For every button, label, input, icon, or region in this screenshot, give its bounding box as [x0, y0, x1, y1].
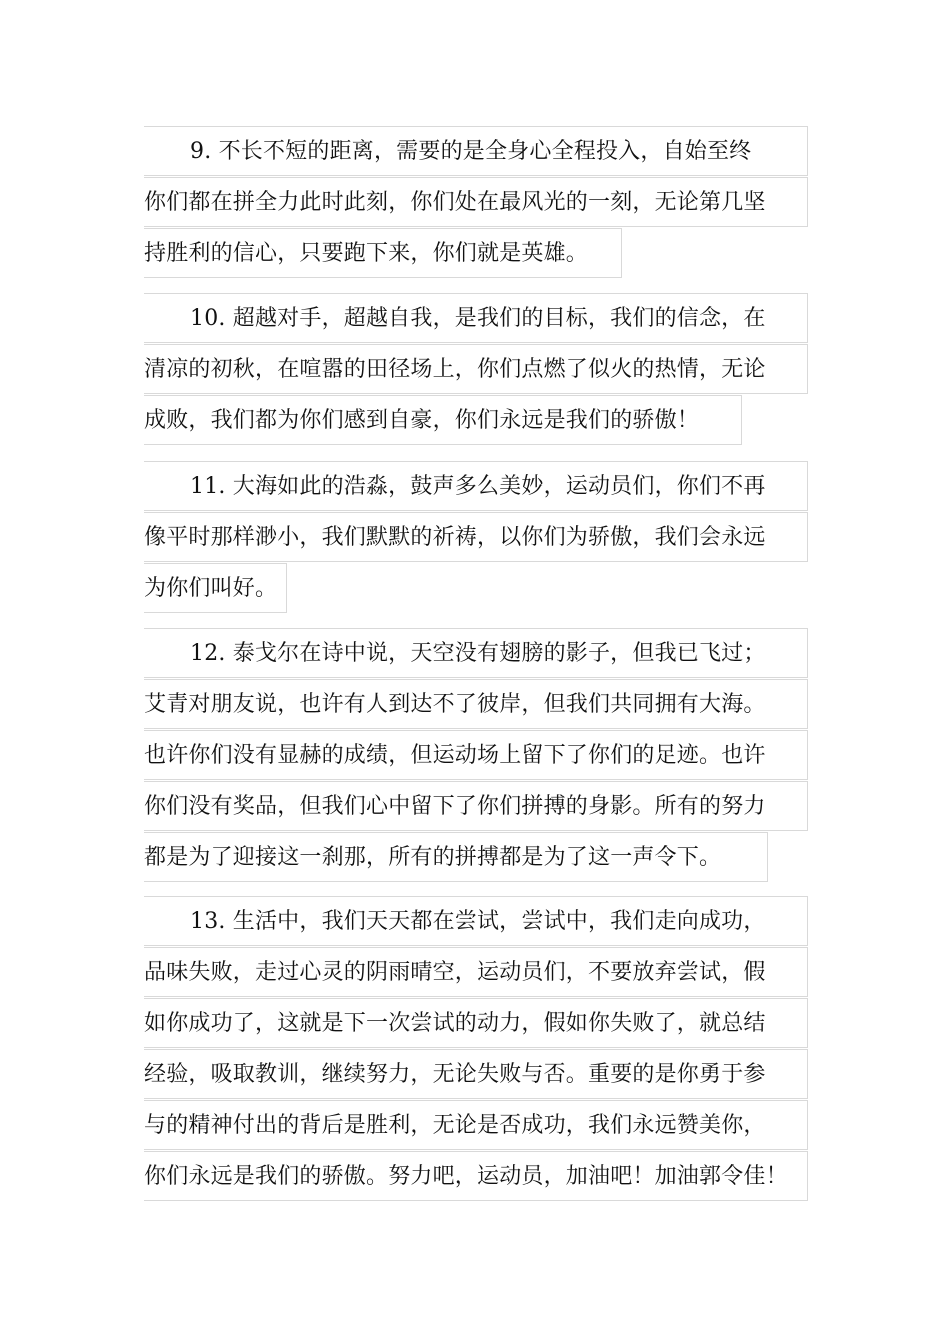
text-line: 成败，我们都为你们感到自豪，你们永远是我们的骄傲！: [144, 395, 742, 445]
text-line: 如你成功了，这就是下一次尝试的动力，假如你失败了，就总结: [144, 998, 808, 1048]
text-line: 持胜利的信心，只要跑下来，你们就是英雄。: [144, 228, 622, 278]
text-line: 为你们叫好。: [144, 563, 287, 613]
paragraph-11: [144, 461, 808, 614]
paragraph-12: [144, 628, 808, 883]
text-line: 品味失败，走过心灵的阴雨晴空，运动员们，不要放弃尝试，假: [144, 947, 808, 997]
text-line: 你们永远是我们的骄傲。努力吧，运动员，加油吧！加油郭令佳！: [144, 1151, 808, 1201]
text-line: 艾青对朋友说，也许有人到达不了彼岸，但我们共同拥有大海。: [144, 679, 808, 729]
paragraph-13: [144, 896, 808, 1202]
text-line: 13. 生活中，我们天天都在尝试，尝试中，我们走向成功，: [144, 896, 808, 946]
text-line: 像平时那样渺小，我们默默的祈祷，以你们为骄傲，我们会永远: [144, 512, 808, 562]
text-line: 10. 超越对手，超越自我，是我们的目标，我们的信念，在: [144, 293, 808, 343]
text-line: 与的精神付出的背后是胜利，无论是否成功，我们永远赞美你，: [144, 1100, 808, 1150]
paragraph-10: [144, 293, 808, 446]
text-line: 9. 不长不短的距离，需要的是全身心全程投入，自始至终: [144, 126, 808, 176]
paragraph-9: [144, 126, 808, 279]
text-line: 12. 泰戈尔在诗中说，天空没有翅膀的影子，但我已飞过；: [144, 628, 808, 678]
text-line: 你们都在拼全力此时此刻，你们处在最风光的一刻，无论第几坚: [144, 177, 808, 227]
text-line: 经验，吸取教训，继续努力，无论失败与否。重要的是你勇于参: [144, 1049, 808, 1099]
text-line: 你们没有奖品，但我们心中留下了你们拼搏的身影。所有的努力: [144, 781, 808, 831]
text-line: 也许你们没有显赫的成绩，但运动场上留下了你们的足迹。也许: [144, 730, 808, 780]
text-line: 清凉的初秋，在喧嚣的田径场上，你们点燃了似火的热情，无论: [144, 344, 808, 394]
text-line: 11. 大海如此的浩淼，鼓声多么美妙，运动员们，你们不再: [144, 461, 808, 511]
text-line: 都是为了迎接这一刹那，所有的拼搏都是为了这一声令下。: [144, 832, 768, 882]
